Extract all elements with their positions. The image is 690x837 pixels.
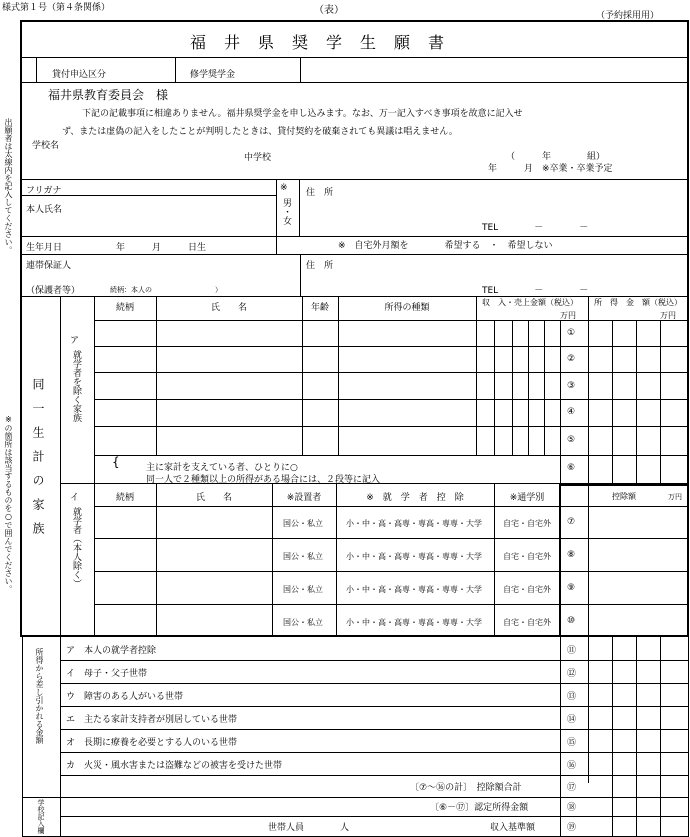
col-income-unit: 万円 xyxy=(560,311,576,320)
row-num-10: ⑩ xyxy=(567,616,576,626)
household-i-mark: イ xyxy=(70,493,80,503)
guarantor-tel[interactable]: TEL － － xyxy=(482,286,589,296)
row-num-7: ⑦ xyxy=(567,517,576,527)
household-i-label: 就学者（本人除く） xyxy=(71,507,81,588)
declaration-line-1: 下記の記載事項に相違ありません。福井県奨学金を申し込みます。なお、万一記入すべき事項を故意に記入せ xyxy=(82,109,523,119)
category-label: 貸付申込区分 xyxy=(52,70,107,80)
applicant-address-label: 住 所 xyxy=(306,188,334,198)
note-multiple-income: 同一人で２種類以上の所得がある場合には、２段等に記入 xyxy=(146,475,381,485)
row-num-18: ⑱ xyxy=(567,803,577,813)
side-label: （表） xyxy=(314,5,344,16)
guarantor-relation[interactable]: 続柄：本人の ） xyxy=(110,286,222,294)
junior-high-label: 中学校 xyxy=(244,153,272,163)
applicant-tel[interactable]: TEL － － xyxy=(482,223,589,233)
row-num-5: ⑤ xyxy=(567,435,576,445)
margin-note-thick: 出願者は太線内を記入してください。 xyxy=(4,118,13,254)
form-number: 様式第１号（第４条関係） xyxy=(2,3,111,13)
row-num-9: ⑨ xyxy=(567,583,576,593)
row-num-2: ② xyxy=(567,354,576,364)
school-name-label: 学校名 xyxy=(32,141,60,151)
nintei-label: 〔⑥－⑰〕認定所得金額 xyxy=(430,803,529,813)
declaration-line-2: ず、または虚偽の記入をしたことが判明したときは、貸付契約を破棄されても異議は唱えません。 xyxy=(62,127,458,137)
setchi-choice-4[interactable]: 国公・私立 xyxy=(283,618,323,627)
row-num-16: ⑯ xyxy=(567,761,577,771)
row-num-12: ⑫ xyxy=(567,669,577,679)
category-value[interactable]: 修学奨学金 xyxy=(190,70,236,80)
deduction-i: イ 母子・父子世帯 xyxy=(66,669,148,679)
row-num-6: ⑥ xyxy=(567,463,576,473)
i-col-name: 氏 名 xyxy=(195,493,232,503)
row-num-4: ④ xyxy=(567,407,576,417)
class-label: （ 年 組） xyxy=(506,152,606,162)
setchi-choice-2[interactable]: 国公・私立 xyxy=(283,552,323,561)
addressee: 福井県教育委員会 様 xyxy=(48,88,169,102)
kojo-choice-4[interactable]: 小・中・高・高専・専高・専専・大学 xyxy=(346,618,482,627)
col-relation: 続柄 xyxy=(115,303,134,313)
i-col-tsugaku: ※通学別 xyxy=(509,493,545,503)
col-shotoku-unit: 万円 xyxy=(660,311,676,320)
deduction-total-label: 〔⑦～⑯の計〕 控除額合計 xyxy=(410,783,522,793)
household-a-mark: ア xyxy=(70,336,80,346)
form-title: 福井県奨学生願書 xyxy=(190,33,463,52)
i-col-setchi: ※設置者 xyxy=(286,493,322,503)
tsugaku-choice-3[interactable]: 自宅・自宅外 xyxy=(503,585,551,594)
row-num-1: ① xyxy=(567,328,576,338)
deduction-a: ア 本人の就学者控除 xyxy=(66,646,157,656)
col-income: 収 入・売上金額（税込） xyxy=(482,298,578,307)
col-name: 氏 名 xyxy=(210,303,247,313)
i-col-relation: 続柄 xyxy=(115,493,134,503)
i-col-kojogaku: 控除額 xyxy=(612,492,636,501)
home-out-choice[interactable]: ※ 自宅外月額を 希望する ・ 希望しない xyxy=(338,241,553,251)
col-shotoku: 所 得 金 額（税込） xyxy=(594,298,682,307)
row-num-15: ⑮ xyxy=(567,738,577,748)
setchi-choice-3[interactable]: 国公・私立 xyxy=(283,585,323,594)
kojo-choice-1[interactable]: 小・中・高・高専・専高・専専・大学 xyxy=(346,519,482,528)
guardian-label: （保護者等） xyxy=(26,286,81,296)
dob-label: 生年月日 年 月 日生 xyxy=(26,243,207,253)
margin-note-circle: ※の箇所は該当するものを○で囲んでください。 xyxy=(4,415,13,593)
row-num-11: ⑪ xyxy=(567,646,577,656)
row-num-17: ⑰ xyxy=(567,783,577,793)
tsugaku-choice-2[interactable]: 自宅・自宅外 xyxy=(503,552,551,561)
graduation-label: 年 月 ※卒業・卒業予定 xyxy=(488,164,613,174)
household-a-label: 就学者を除く家族 xyxy=(71,350,81,422)
row-num-3: ③ xyxy=(567,381,576,391)
deductions-side-label: 所得から差し引かれる金額 xyxy=(35,648,44,744)
i-col-kojo: ※ 就 学 者 控 除 xyxy=(366,493,464,503)
kojo-choice-3[interactable]: 小・中・高・高専・専高・専専・大学 xyxy=(346,585,482,594)
row-num-19: ⑲ xyxy=(567,823,577,833)
row-num-13: ⑬ xyxy=(567,692,577,702)
col-age: 年齢 xyxy=(310,303,329,313)
deduction-ka: カ 火災・風水害または盗難などの被害を受けた世帯 xyxy=(66,761,283,771)
tsugaku-choice-4[interactable]: 自宅・自宅外 xyxy=(503,618,551,627)
note-main-supporter: 主に家計を支えている者、ひとりに○ xyxy=(146,463,298,473)
row-num-14: ⑭ xyxy=(567,715,577,725)
kojo-choice-2[interactable]: 小・中・高・高専・専高・専専・大学 xyxy=(346,552,482,561)
setchi-choice-1[interactable]: 国公・私立 xyxy=(283,519,323,528)
school-side-label: 学校記入欄 xyxy=(37,799,45,834)
guarantor-label: 連帯保証人 xyxy=(26,261,72,271)
applicant-name-label: 本人氏名 xyxy=(26,205,63,215)
sex-options[interactable]: 男・女 xyxy=(281,198,291,225)
type-note: （予約採用用） xyxy=(596,11,660,21)
household-side-label: 同一生計の家族 xyxy=(31,378,45,546)
kijun-label: 収入基準額 xyxy=(490,823,536,833)
deduction-o: オ 長期に療養を必要とする人のいる世帯 xyxy=(66,738,238,748)
i-col-unit: 万円 xyxy=(668,493,682,501)
deduction-u: ウ 障害のある人がいる世帯 xyxy=(66,692,184,702)
members-label: 世帯人員 人 xyxy=(268,823,350,833)
col-income-type: 所得の種類 xyxy=(384,303,430,313)
deduction-e: エ 主たる家計支持者が別居している世帯 xyxy=(66,715,238,725)
guarantor-address-label: 住 所 xyxy=(306,261,334,271)
brace-icon: { xyxy=(112,455,120,469)
tsugaku-choice-1[interactable]: 自宅・自宅外 xyxy=(503,519,551,528)
row-num-8: ⑧ xyxy=(567,550,576,560)
sex-mark: ※ xyxy=(280,183,288,193)
furigana-label: フリガナ xyxy=(26,186,62,196)
